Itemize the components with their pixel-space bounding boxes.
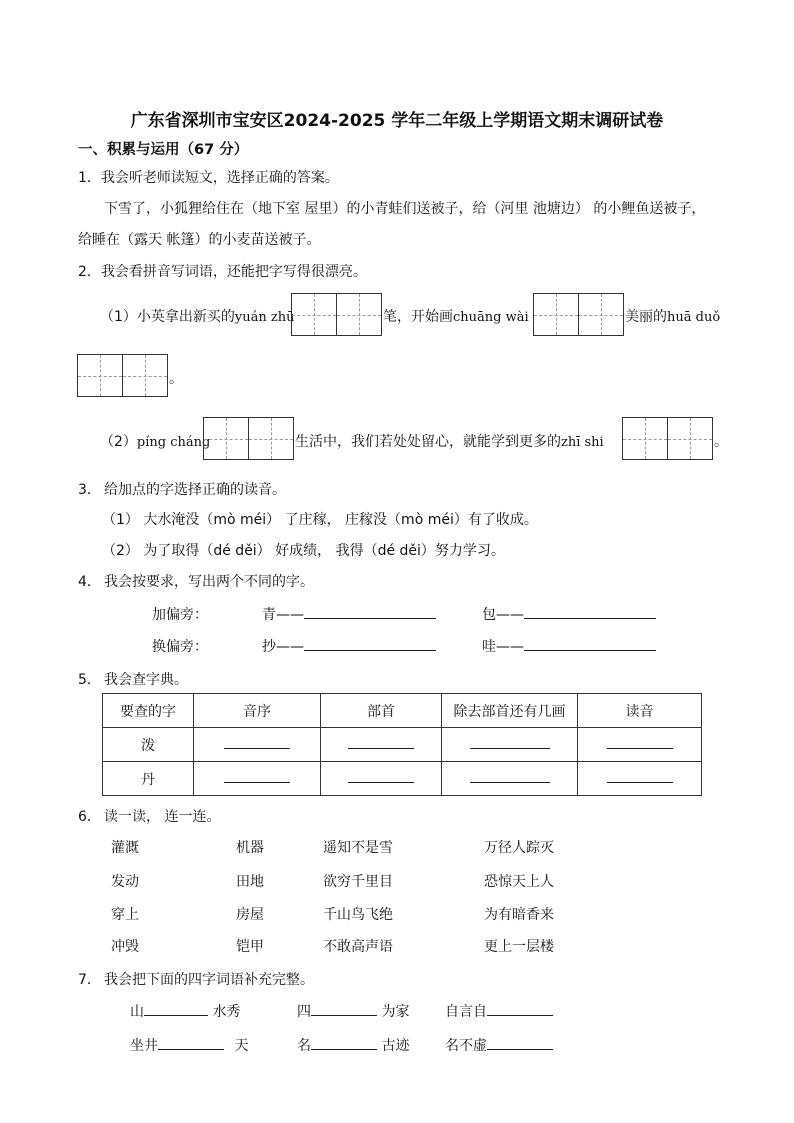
idiom-item [297, 1035, 409, 1055]
answer-cell[interactable] [578, 762, 702, 796]
question-number: 6． [78, 809, 101, 825]
question-text: 我会听老师读短文，选择正确的答案。 [100, 170, 339, 186]
text: 水秀 [212, 1004, 241, 1020]
passage-line: 下雪了，小狐狸给住在（地下室 屋里）的小青蛙们送被子，给（河里 池塘边） 的小鲤鱼送被子， [104, 201, 706, 217]
text: 坐井 [130, 1038, 158, 1054]
question-2-prompt [78, 261, 367, 281]
text: 笔，开始画 [383, 309, 453, 325]
match-item[interactable]: 更上一层楼 [484, 939, 554, 955]
table-header: 部首 [321, 694, 442, 728]
passage-line: 给睡在（露天 帐篷）的小麦苗送被子。 [78, 232, 321, 248]
idiom-item [445, 1001, 553, 1021]
answer-line[interactable] [304, 636, 436, 651]
text: 青—— [262, 607, 304, 623]
question-text: 我会按要求，写出两个不同的字。 [104, 574, 314, 590]
text: 生活中，我们若处处留心，就能学到更多的 [295, 434, 561, 450]
question-number: 7． [78, 972, 101, 988]
match-item[interactable]: 灌溉 [111, 840, 139, 856]
punctuation: 。 [169, 371, 183, 387]
page-title: 广东省深圳市宝安区2024-2025 学年二年级上学期语文期末调研试卷 [130, 111, 664, 131]
question-number: 3． [78, 482, 101, 498]
pinyin: huā duǒ [667, 310, 721, 325]
match-item[interactable]: 田地 [236, 874, 264, 890]
table-header-row [103, 694, 702, 728]
table-cell: 泼 [103, 728, 194, 762]
answer-cell[interactable] [442, 728, 578, 762]
writing-grid[interactable] [77, 354, 168, 397]
question-3-prompt [78, 479, 286, 499]
q2-part2-text [295, 431, 604, 451]
writing-grid[interactable] [533, 293, 624, 336]
q4-item [262, 636, 436, 656]
match-item[interactable]: 穿上 [111, 907, 139, 923]
table-row [103, 728, 702, 762]
idiom-item [130, 1035, 248, 1055]
q3-line: （2） 为了取得（dé děi） 好成绩， 我得（dé děi）努力学习。 [102, 543, 505, 559]
match-item[interactable]: 机器 [236, 840, 264, 856]
q4-label: 换偏旁： [152, 639, 208, 655]
question-text: 我会把下面的四字词语补充完整。 [104, 972, 314, 988]
table-cell: 丹 [103, 762, 194, 796]
answer-cell[interactable] [442, 762, 578, 796]
text: 山 [130, 1004, 144, 1020]
question-text: 我会查字典。 [104, 672, 188, 688]
q2-part1-text [625, 306, 720, 326]
q3-line: （1） 大水淹没（mò méi） 了庄稼， 庄稼没（mò méi）有了收成。 [102, 512, 538, 528]
table-header: 音序 [194, 694, 321, 728]
question-text: 我会看拼音写词语，还能把字写得很漂亮。 [100, 264, 367, 280]
match-item[interactable]: 不敢高声语 [323, 939, 393, 955]
dictionary-table [102, 693, 702, 796]
match-item[interactable]: 恐惊天上人 [484, 874, 554, 890]
text: 抄—— [262, 639, 304, 655]
match-item[interactable]: 冲毁 [111, 939, 139, 955]
answer-line[interactable] [487, 1035, 553, 1050]
text: 美丽的 [625, 309, 667, 325]
answer-line[interactable] [311, 1035, 377, 1050]
answer-cell[interactable] [321, 762, 442, 796]
match-item[interactable]: 房屋 [236, 907, 264, 923]
answer-line[interactable] [487, 1001, 553, 1016]
question-text: 读一读， 连一连。 [104, 809, 221, 825]
q4-item [482, 636, 656, 656]
table-header: 除去部首还有几画 [442, 694, 578, 728]
match-item[interactable]: 千山鸟飞绝 [323, 907, 393, 923]
match-item[interactable]: 为有暗香来 [484, 907, 554, 923]
idiom-item [130, 1001, 240, 1021]
question-7-prompt [78, 969, 314, 989]
q4-item [482, 604, 656, 624]
q2-part2-text [100, 431, 210, 451]
question-number: 4． [78, 574, 101, 590]
match-item[interactable]: 铠甲 [236, 939, 264, 955]
question-text: 给加点的字选择正确的读音。 [104, 482, 286, 498]
q2-part1-text [383, 306, 529, 326]
text: 为家 [381, 1004, 410, 1020]
answer-cell[interactable] [194, 762, 321, 796]
q2-part1-text [100, 306, 295, 326]
answer-line[interactable] [304, 604, 436, 619]
match-item[interactable]: 欲穷千里目 [323, 874, 393, 890]
text: 名 [297, 1038, 311, 1054]
writing-grid[interactable] [291, 293, 382, 336]
answer-line[interactable] [158, 1035, 224, 1050]
match-item[interactable]: 万径人踪灭 [484, 840, 554, 856]
pinyin: yuán zhū [234, 310, 295, 325]
question-number: 1． [78, 170, 101, 186]
section-heading: 一、积累与运用（67 分） [78, 142, 249, 158]
question-4-prompt [78, 571, 314, 591]
answer-line[interactable] [524, 636, 656, 651]
answer-cell[interactable] [578, 728, 702, 762]
question-5-prompt [78, 669, 188, 689]
q4-item [262, 604, 436, 624]
text: 名不虚 [445, 1038, 487, 1054]
question-6-prompt [78, 806, 220, 826]
text: 天 [234, 1038, 249, 1054]
text: 四 [297, 1004, 311, 1020]
pinyin: píng cháng [136, 435, 211, 450]
pinyin: zhī shi [561, 435, 604, 450]
match-item[interactable]: 遥知不是雪 [323, 840, 393, 856]
answer-cell[interactable] [194, 728, 321, 762]
punctuation: 。 [714, 434, 728, 450]
text: 自言自 [445, 1004, 487, 1020]
answer-line[interactable] [144, 1001, 208, 1016]
idiom-item [297, 1001, 409, 1021]
text: （2） [100, 434, 137, 450]
answer-line[interactable] [524, 604, 656, 619]
writing-grid[interactable] [203, 417, 294, 460]
pinyin: chuāng wài [453, 310, 529, 325]
text: 哇—— [482, 639, 524, 655]
question-number: 5． [78, 672, 101, 688]
match-item[interactable]: 发动 [111, 874, 139, 890]
table-header: 读音 [578, 694, 702, 728]
text: 包—— [482, 607, 524, 623]
text: 古迹 [381, 1038, 410, 1054]
text: （1）小英拿出新买的 [100, 309, 235, 325]
writing-grid[interactable] [622, 417, 713, 460]
table-header: 要查的字 [103, 694, 194, 728]
table-row [103, 762, 702, 796]
question-number: 2． [78, 264, 101, 280]
idiom-item [445, 1035, 553, 1055]
q4-label: 加偏旁： [152, 607, 208, 623]
answer-cell[interactable] [321, 728, 442, 762]
question-1-prompt [78, 167, 339, 187]
answer-line[interactable] [311, 1001, 377, 1016]
